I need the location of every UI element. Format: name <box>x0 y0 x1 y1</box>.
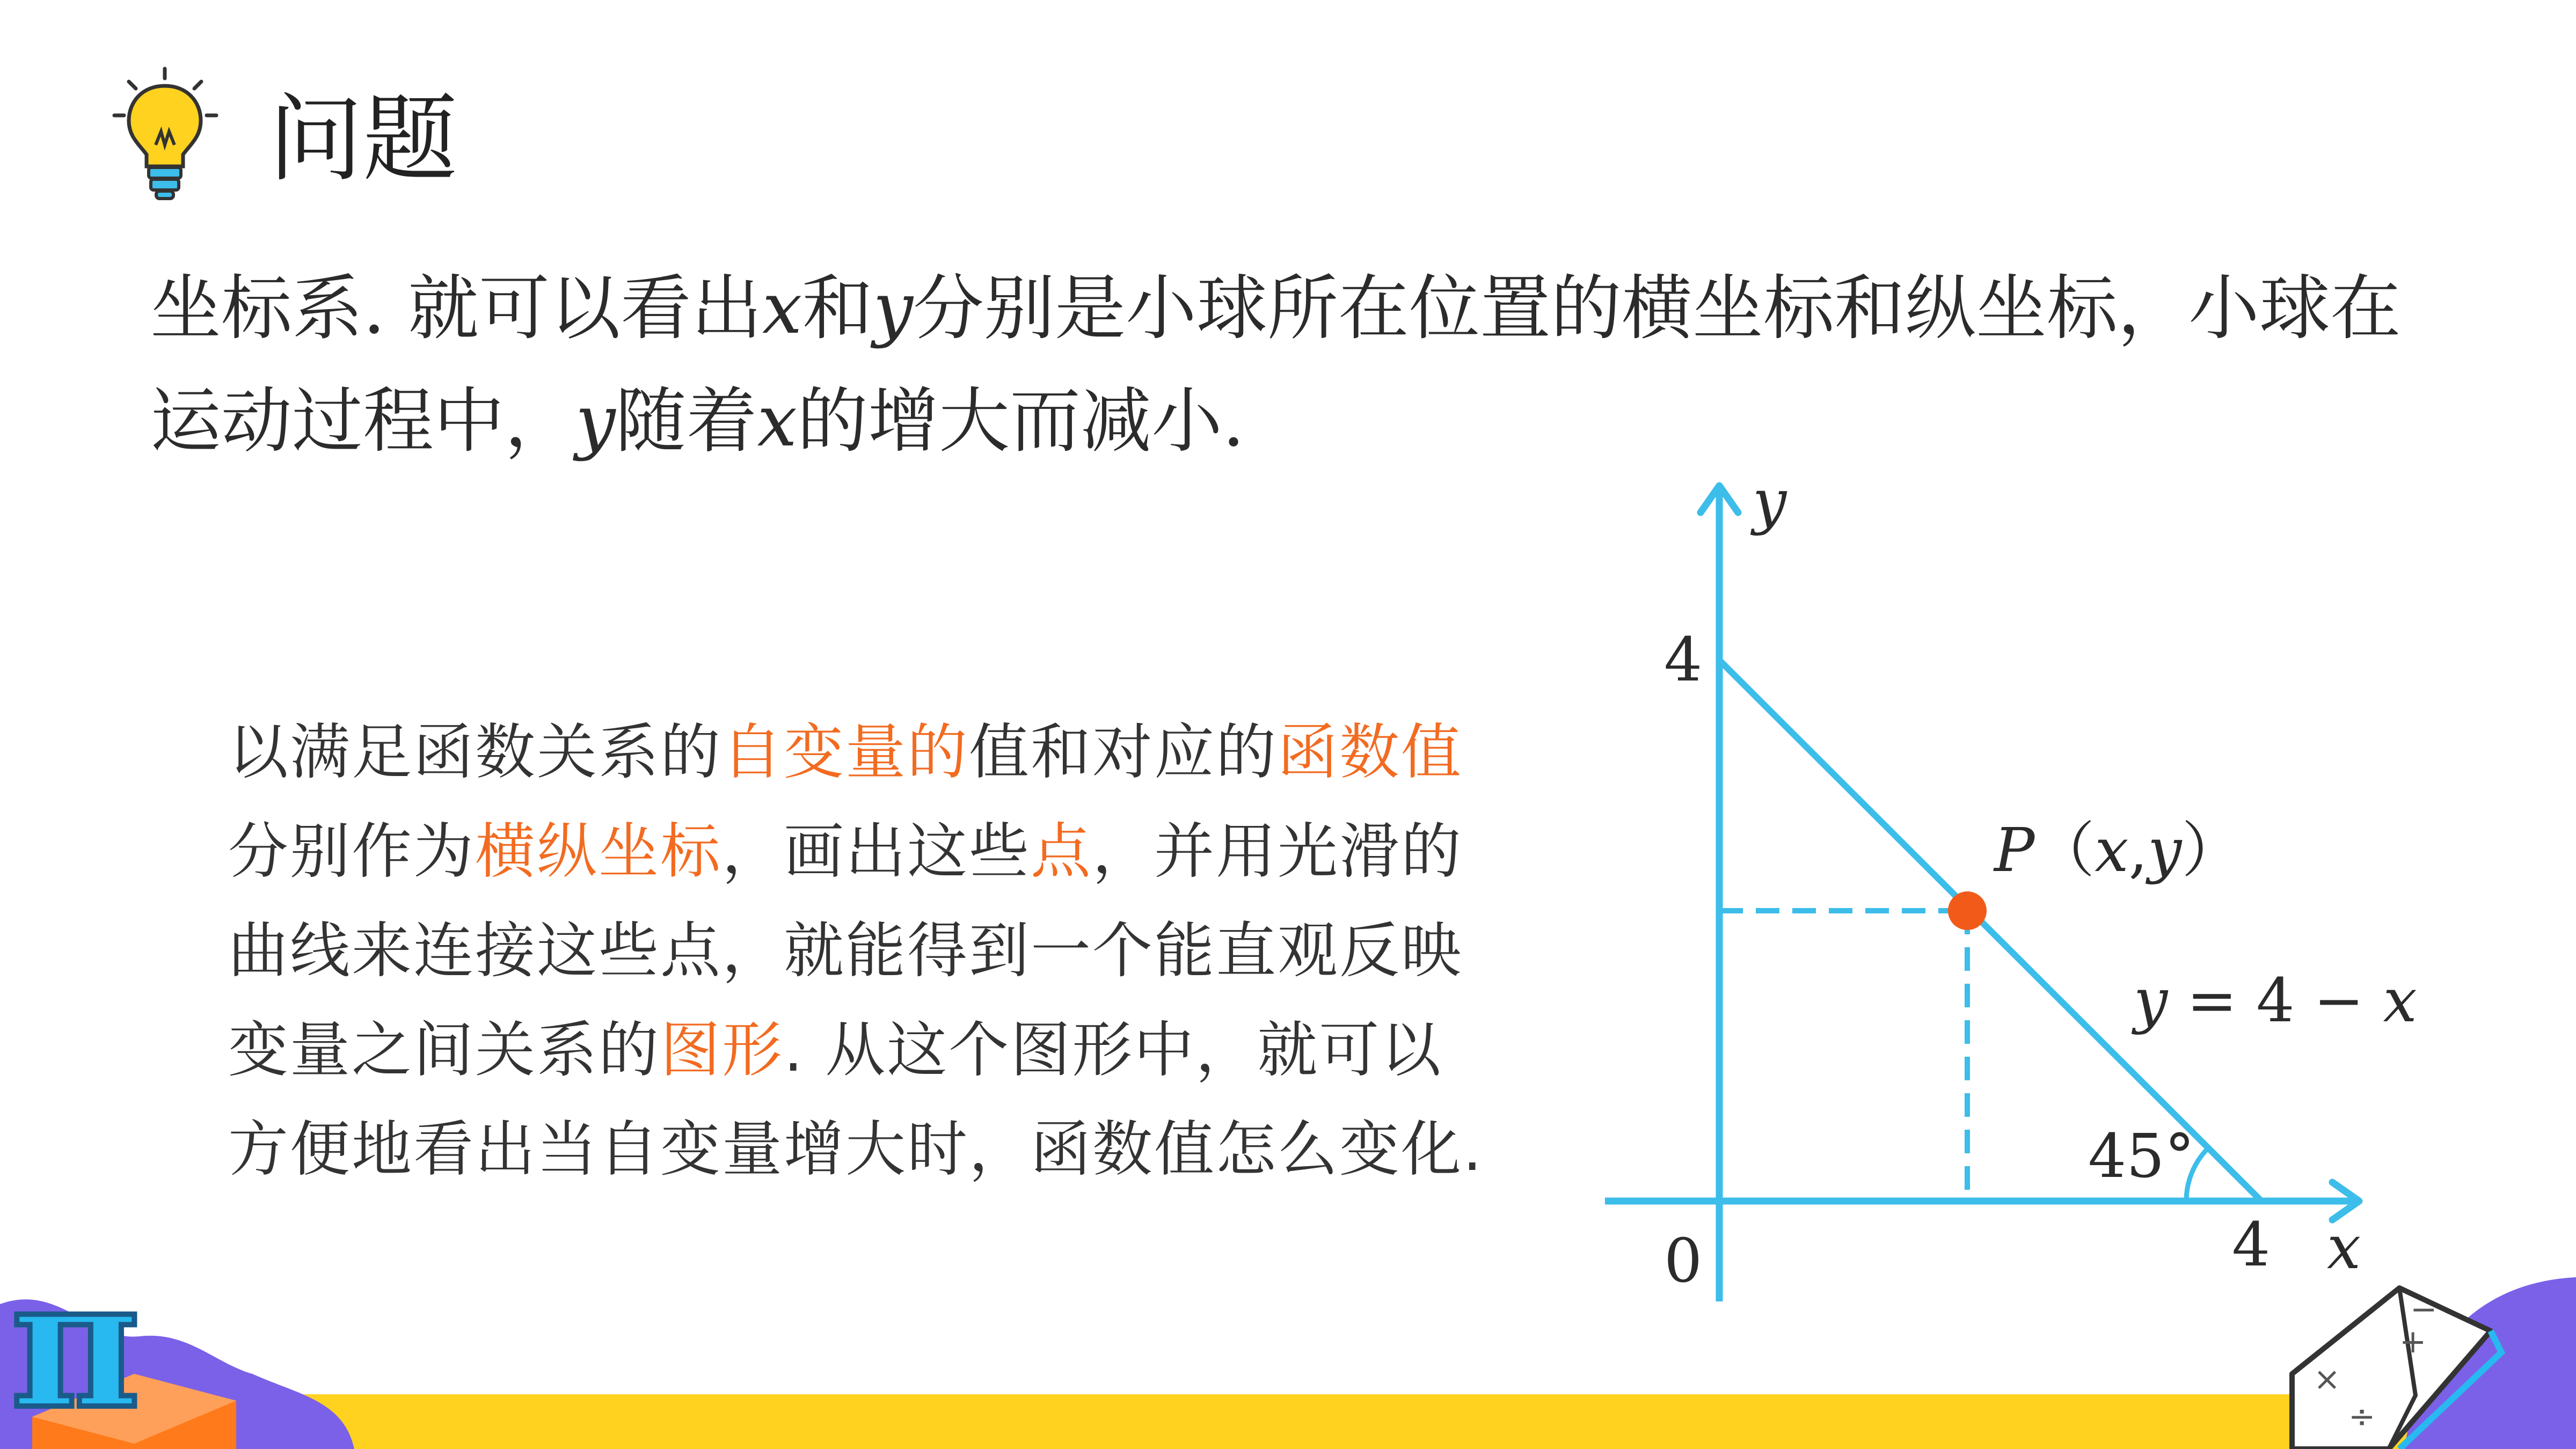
y-axis-label: y <box>1753 467 1787 537</box>
expl-1-highlight-1: 自变量的 <box>722 718 969 787</box>
angle-label: 45° <box>2088 1122 2195 1191</box>
pi-symbol-icon: π <box>11 1240 141 1448</box>
expl-2-highlight-1: 横纵坐标 <box>475 817 722 887</box>
equation-x: x <box>2383 966 2417 1036</box>
intro-1-var-y: y <box>873 267 913 350</box>
point-y: y <box>2148 816 2182 885</box>
function-line <box>1719 660 2261 1201</box>
point-open-paren: （ <box>2034 816 2095 885</box>
expl-4-b: . 从这个图形中，就可以 <box>784 1015 1443 1085</box>
book-sign-minus: − <box>2410 1291 2438 1328</box>
point-p <box>1948 891 1987 930</box>
intro-2-var-y: y <box>575 380 616 463</box>
intro-1-text-b: 和 <box>802 267 873 350</box>
point-comma: , <box>2128 816 2148 885</box>
expl-2-b: ，画出这些 <box>722 817 1031 887</box>
expl-3-a: 曲线来连接这些点，就能得到一个能直观反映 <box>228 916 1463 986</box>
intro-2-text-a: 运动过程中， <box>150 380 575 463</box>
point-close-paren: ） <box>2181 816 2242 885</box>
x-axis-label: x <box>2327 1213 2361 1283</box>
expl-2-a: 分别作为 <box>228 817 475 887</box>
origin-label: 0 <box>1664 1226 1703 1296</box>
book-sign-times: × <box>2314 1360 2341 1398</box>
intro-1-text-a: 坐标系. 就可以看出 <box>150 267 762 350</box>
bottom-bar <box>0 1394 2576 1449</box>
expl-5-a: 方便地看出当自变量增大时，函数值怎么变化. <box>228 1115 1484 1184</box>
point-p-label <box>1994 816 2242 885</box>
equation-label <box>2134 966 2417 1036</box>
expl-2-highlight-2: 点 <box>1031 817 1092 887</box>
intro-1-text-c: 分别是小球所在位置的横坐标和纵坐标，小球在 <box>913 267 2401 350</box>
expl-1-a: 以满足函数关系的 <box>228 718 722 787</box>
intro-1-var-x: x <box>762 267 802 350</box>
equation-y: y <box>2134 966 2168 1036</box>
point-x: x <box>2095 816 2129 885</box>
point-name: P <box>1994 816 2035 885</box>
book-sign-plus: + <box>2399 1323 2427 1360</box>
expl-4-highlight-1: 图形 <box>660 1015 784 1085</box>
page-title: 问题 <box>268 84 458 194</box>
expl-1-highlight-2: 函数值 <box>1278 718 1463 787</box>
intro-2-text-b: 随着 <box>615 380 757 463</box>
x-intercept-label: 4 <box>2232 1210 2271 1280</box>
expl-4-a: 变量之间关系的 <box>228 1015 660 1085</box>
intro-2-text-c: 的增大而减小. <box>797 380 1245 463</box>
book-sign-divide: ÷ <box>2348 1398 2376 1436</box>
y-intercept-label: 4 <box>1664 625 1703 695</box>
intro-2-var-x: x <box>757 380 798 463</box>
y-axis <box>1701 486 1738 1301</box>
equation-mid: = 4 − <box>2168 966 2383 1036</box>
expl-2-c: ，并用光滑的 <box>1092 817 1463 887</box>
expl-1-b: 值和对应的 <box>969 718 1278 787</box>
